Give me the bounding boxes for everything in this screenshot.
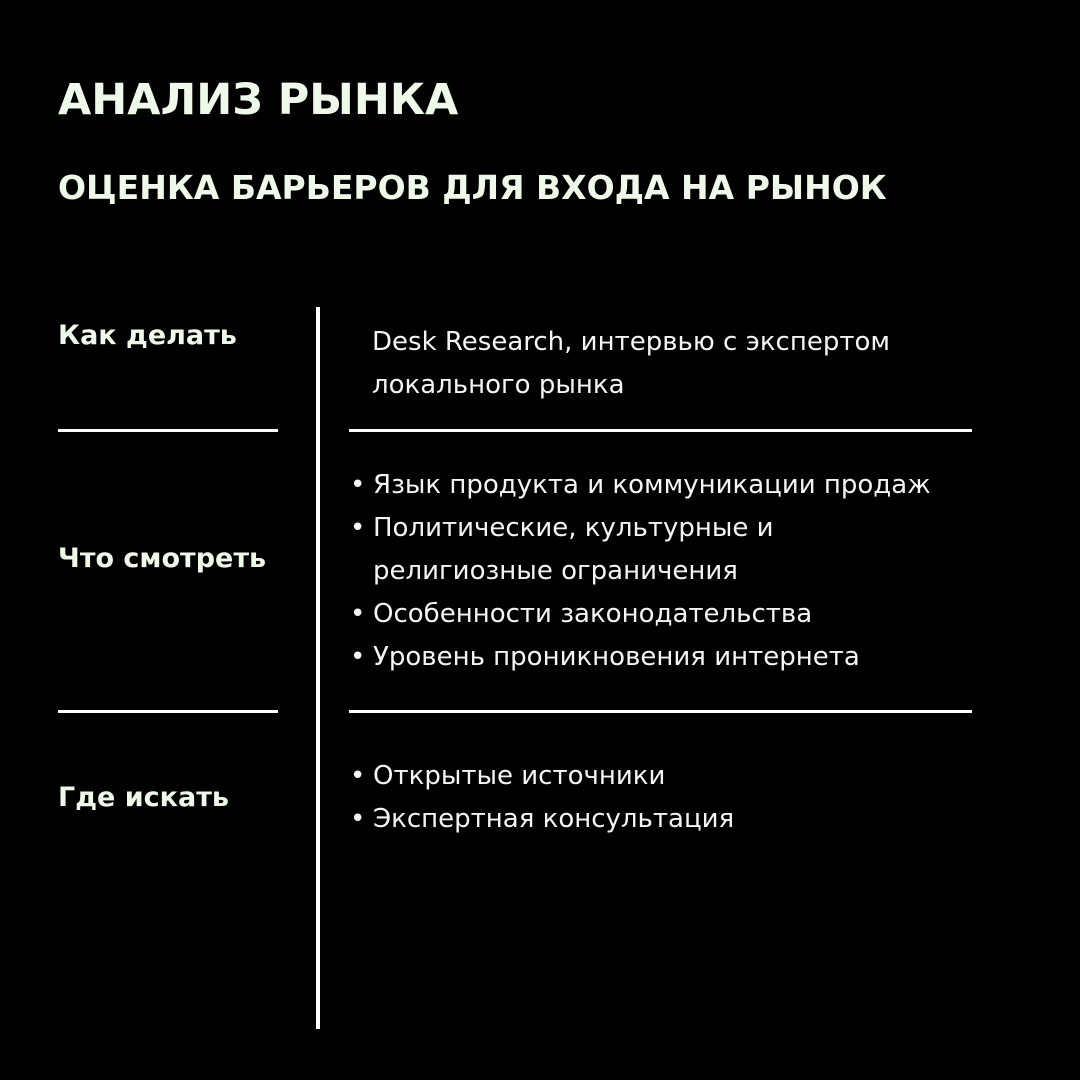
list-item-text: Экспертная консультация — [373, 804, 735, 834]
list-item-text: Открытые источники — [373, 761, 666, 791]
page-subtitle: ОЦЕНКА БАРЬЕРОВ ДЛЯ ВХОДА НА РЫНОК — [58, 168, 887, 207]
list-item — [348, 755, 734, 798]
row-separator-left-2 — [58, 710, 278, 713]
list-item-text-continued: религиозные ограничения — [373, 556, 738, 586]
list-where — [348, 755, 734, 841]
list-item-text: Политические, культурные и — [373, 513, 774, 543]
row-separator-left-1 — [58, 429, 278, 432]
list-item-text: Язык продукта и коммуникации продаж — [373, 470, 931, 500]
column-divider — [316, 307, 320, 1029]
row-separator-right-2 — [349, 710, 972, 713]
list-item-text: Особенности законодательства — [373, 599, 813, 629]
bullet-icon: • — [350, 470, 366, 500]
list-what — [348, 464, 931, 679]
list-item-text: Уровень проникновения интернета — [373, 642, 860, 672]
list-item — [348, 798, 734, 841]
list-item — [348, 464, 931, 507]
row-text-how — [372, 321, 1012, 407]
page-title: АНАЛИЗ РЫНКА — [58, 75, 459, 125]
row-text-how-line1: Desk Research, интервью с экспертом — [372, 327, 891, 357]
row-label-how: Как делать — [58, 320, 237, 351]
list-item — [348, 507, 931, 593]
row-label-what: Что смотреть — [58, 543, 267, 574]
row-separator-right-1 — [349, 429, 972, 432]
bullet-icon: • — [350, 599, 366, 629]
bullet-icon: • — [350, 804, 366, 834]
bullet-icon: • — [350, 642, 366, 672]
list-item — [348, 593, 931, 636]
list-item — [348, 636, 931, 679]
row-text-how-line2: локального рынка — [372, 370, 625, 400]
row-label-where: Где искать — [58, 782, 229, 813]
bullet-icon: • — [350, 761, 366, 791]
bullet-icon: • — [350, 513, 366, 543]
